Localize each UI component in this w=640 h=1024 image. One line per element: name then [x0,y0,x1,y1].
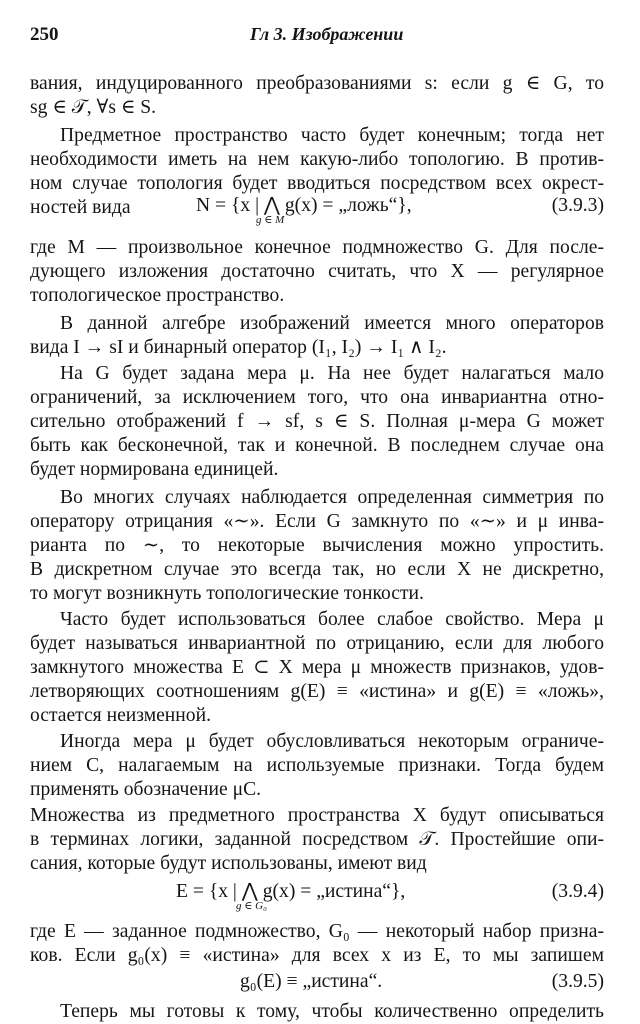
text-line: sg ∈ 𝒯, ∀s ∈ S. [30,97,157,118]
page-number: 250 [30,24,59,45]
text-line: применять обозначение μC. [30,779,262,800]
text-line: рианта по ∼, то некоторые вычисления можно упростить. [30,535,604,556]
text-line: то могут возникнуть топологические тонкости. [30,583,424,604]
text-line: топологическое пространство. [30,285,285,306]
text-line: Множества из предметного пространства X будут описываться [30,805,604,826]
text-line: Во многих случаях наблюдается определенная симметрия по [60,487,604,508]
text-line: ностей вида [30,197,131,218]
equation-number-3-9-3: (3.9.3) [551,195,604,216]
text-line: замкнутого множества E ⊂ X мера μ множеств признаков, удов- [30,657,604,678]
text-line: вания, индуцированного преобразованиями s: если g ∈ G, то [30,73,604,94]
text-line: вида I → sI и бинарный оператор (I₁, I₂) → I₁ ∧ I₂. [30,337,447,358]
text-line: сания, которые будут использованы, имеют вид [30,853,427,874]
text-line: В данной алгебре изображений имеется много операторов [60,313,604,334]
equation-number-3-9-4: (3.9.4) [551,881,604,902]
text-line: оператору отрицания «∼». Если G замкнуто по «∼» и μ инва- [30,511,604,532]
text-line: где M — произвольное конечное подмножество G. Для после- [30,237,604,258]
formula-3-9-3: N = {x | ⋀ g(x) = „ложь“}, [196,195,412,216]
formula-3-9-4: E = {x | ⋀ g(x) = „истина“}, [176,881,406,902]
text-line: ном случае топология будет вводиться посредством всех окрест- [30,173,604,194]
formula-3-9-4-subscript: g ∈ G₀ [236,900,267,912]
text-line: будет нормирована единицей. [30,459,279,480]
text-line: Предметное пространство часто будет конечным; тогда нет [60,125,604,146]
text-line: В дискретном случае это всегда так, но если X не дискретно, [30,559,604,580]
text-line: Теперь мы готовы к тому, чтобы количественно определить [60,1001,604,1022]
text-line: сительно отображений f → sf, s ∈ S. Полная μ-мера G может [30,411,604,432]
running-title: Гл 3. Изображении [250,24,404,44]
text-line: нием C, налагаемым на используемые признаки. Тогда будем [30,755,604,776]
text-line: в терминах логики, заданной посредством 𝒯. Простейшие опи- [30,829,604,850]
text-line: быть как бесконечной, так и конечной. В последнем случае она [30,435,604,456]
equation-number-3-9-5: (3.9.5) [551,971,604,992]
page-header [30,24,610,46]
text-line: где E — заданное подмножество, G₀ — некоторый набор призна- [30,921,604,942]
text-line: будет называться инвариантной по отрицанию, если для любого [30,633,604,654]
text-line: Иногда мера μ будет обусловливаться некоторым ограниче- [60,731,604,752]
text-line: Часто будет использоваться более слабое свойство. Мера μ [60,609,604,630]
text-line: летворяющих соотношениям g(E) ≡ «истина» и g(E) ≡ «ложь», [30,681,604,702]
text-line: необходимости иметь на нем какую-либо топологию. В против- [30,149,604,170]
text-line: На G будет задана мера μ. На нее будет налагаться мало [60,363,604,384]
formula-3-9-5: g₀(E) ≡ „истина“. [240,971,383,992]
text-line: дующего изложения достаточно считать, что X — регулярное [30,261,604,282]
text-line: остается неизменной. [30,705,211,726]
text-line: ков. Если g₀(x) ≡ «истина» для всех x из E, то мы запишем [30,945,604,966]
text-line: ограничений, за исключением того, что она инвариантна отно- [30,387,604,408]
formula-3-9-3-subscript: g ∈ M [256,214,285,226]
